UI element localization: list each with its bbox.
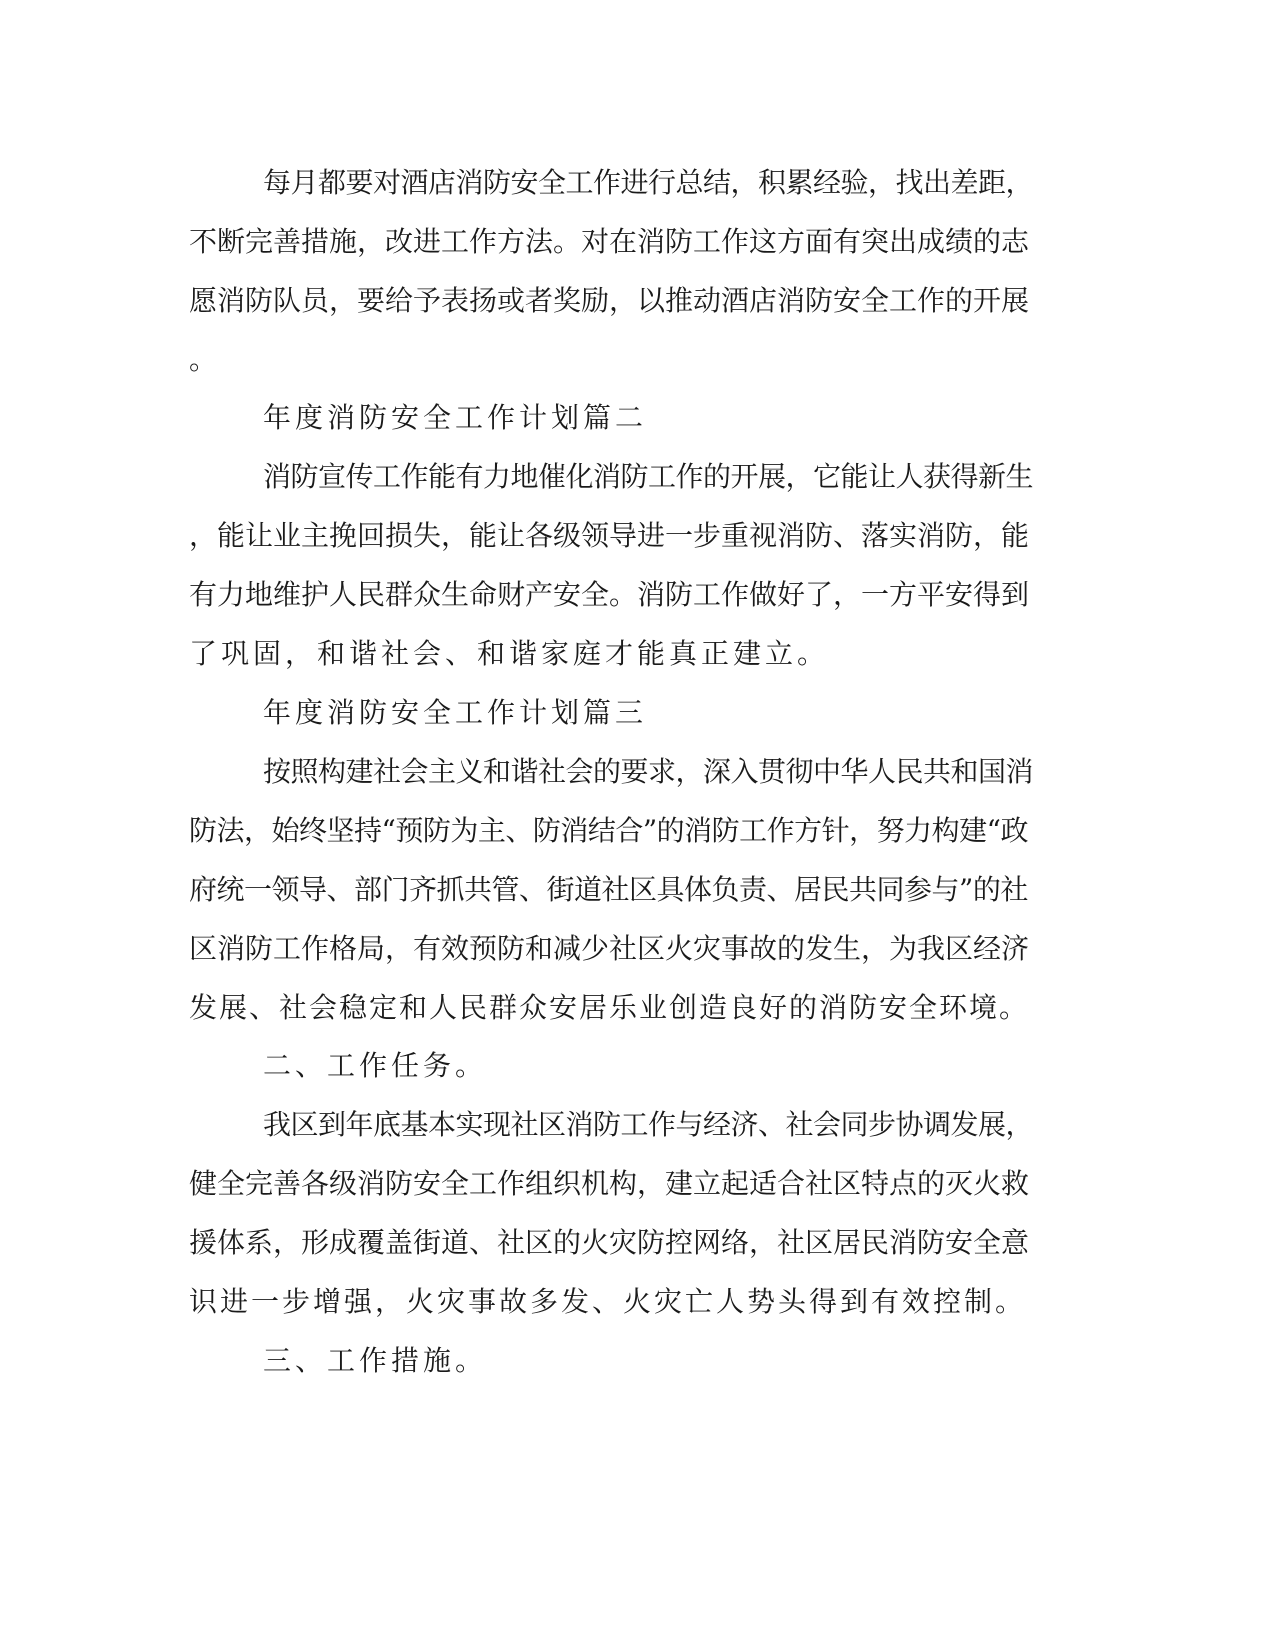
paragraph-line: ，能让业主挽回损失，能让各级领导进一步重视消防、落实消防，能 (189, 519, 1030, 552)
paragraph-line: 有力地维护人民群众生命财产安全。消防工作做好了，一方平安得到 (189, 578, 1030, 611)
section-heading: 年度消防安全工作计划篇三 (263, 696, 648, 729)
paragraph-line: 发展、社会稳定和人民群众安居乐业创造良好的消防安全环境。 (189, 991, 1030, 1024)
paragraph-line: 消防宣传工作能有力地催化消防工作的开展，它能让人获得新生 (263, 460, 1034, 493)
section-heading: 年度消防安全工作计划篇二 (263, 401, 648, 434)
paragraph-line: 每月都要对酒店消防安全工作进行总结，积累经验，找出差距， (263, 166, 1034, 199)
paragraph-line: 府统一领导、部门齐抓共管、街道社区具体负责、居民共同参与”的社 (189, 873, 1028, 906)
paragraph-line: 我区到年底基本实现社区消防工作与经济、社会同步协调发展， (263, 1108, 1034, 1141)
section-heading: 三、工作措施。 (263, 1344, 488, 1377)
paragraph-line: 不断完善措施，改进工作方法。对在消防工作这方面有突出成绩的志 (189, 225, 1030, 258)
paragraph-line: 援体系，形成覆盖街道、社区的火灾防控网络，社区居民消防安全意 (189, 1226, 1030, 1259)
paragraph-line: 区消防工作格局，有效预防和减少社区火灾事故的发生，为我区经济 (189, 932, 1030, 965)
paragraph-line: 识进一步增强，火灾事故多发、火灾亡人势头得到有效控制。 (189, 1285, 1027, 1318)
paragraph-line: 。 (189, 343, 222, 376)
paragraph-line: 按照构建社会主义和谐社会的要求，深入贯彻中华人民共和国消 (263, 755, 1034, 788)
paragraph-line: 防法，始终坚持“预防为主、防消结合”的消防工作方针，努力构建“政 (189, 814, 1028, 847)
paragraph-line: 健全完善各级消防安全工作组织机构，建立起适合社区特点的灭火救 (189, 1167, 1030, 1200)
section-heading: 二、工作任务。 (263, 1049, 488, 1082)
paragraph-line: 愿消防队员，要给予表扬或者奖励，以推动酒店消防安全工作的开展 (189, 284, 1030, 317)
paragraph-line: 了巩固，和谐社会、和谐家庭才能真正建立。 (189, 637, 830, 670)
